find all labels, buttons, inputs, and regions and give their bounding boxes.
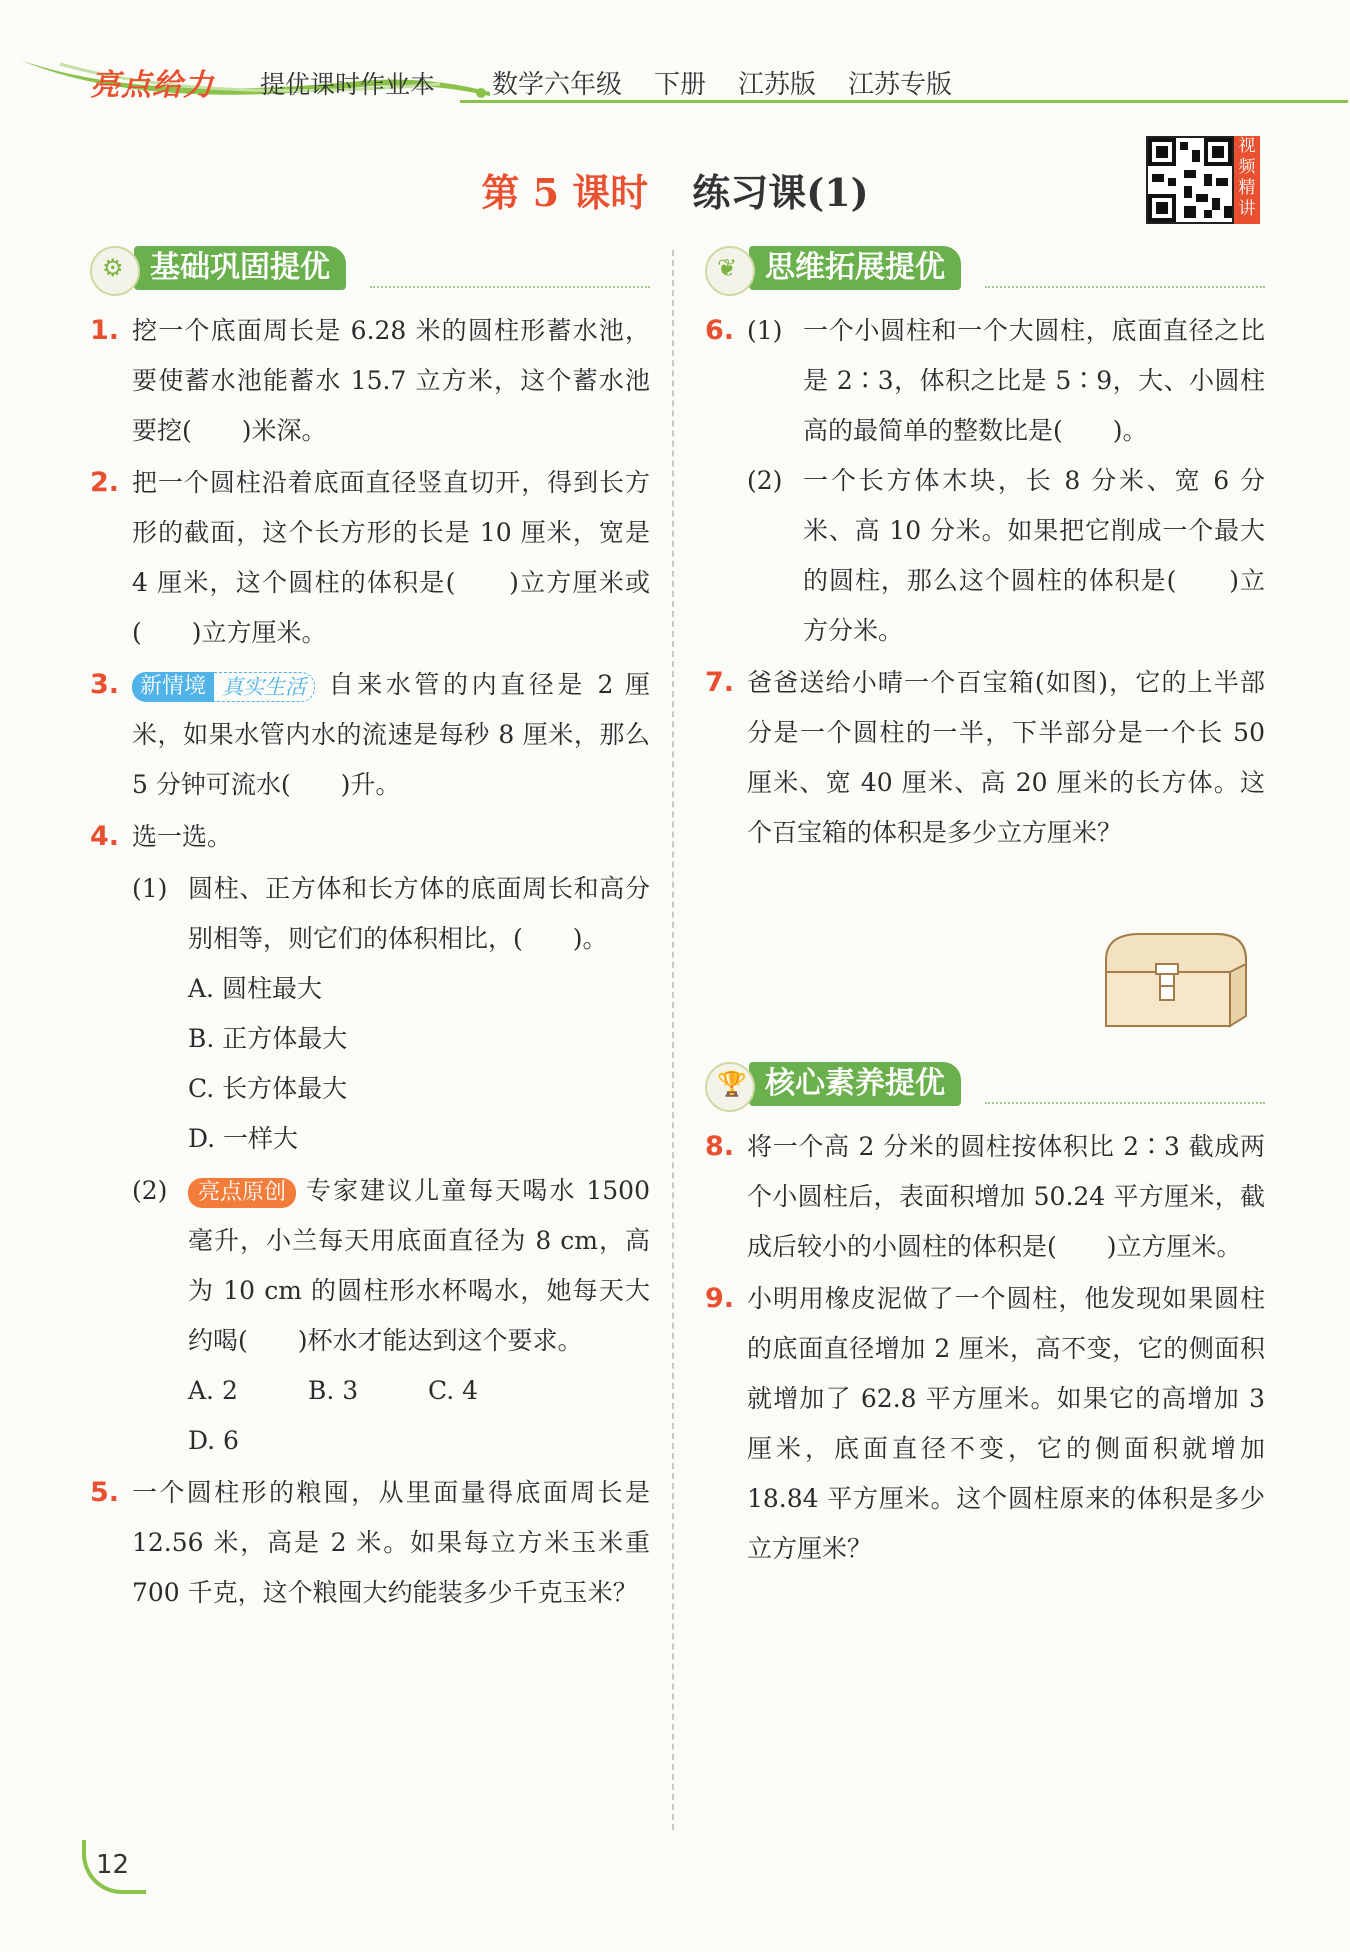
- treasure-chest-illustration: [1100, 930, 1250, 1030]
- question-text: 选一选。: [132, 822, 233, 851]
- question-number: 1.: [90, 315, 120, 346]
- question-body: [132, 660, 650, 810]
- choice-c[interactable]: C. 4: [428, 1376, 479, 1405]
- question-number: 7.: [705, 667, 735, 698]
- question-number: 8.: [705, 1131, 735, 1162]
- subquestion-text: 圆柱、正方体和长方体的底面周长和高分别相等，则它们的体积相比，( )。: [188, 874, 650, 953]
- question-text: 小明用橡皮泥做了一个圆柱，他发现如果圆柱的底面直径增加 2 厘米，高不变，它的侧面积就增加了 62.8 平方厘米。如果它的高增加 3 厘米，底面直径不变，它的侧面积就增加 18.84 平方厘米。这个圆柱原来的体积是多少立方厘米？: [747, 1284, 1265, 1563]
- choice-a[interactable]: A. 2: [188, 1376, 238, 1405]
- choice-c[interactable]: C. 长方体最大: [188, 1074, 348, 1103]
- choice-options: [188, 964, 650, 1164]
- question-5: [90, 1468, 650, 1618]
- question-text: 将一个高 2 分米的圆柱按体积比 2∶3 截成两个小圆柱后，表面积增加 50.24 平方厘米，截成后较小的小圆柱的体积是( )立方厘米。: [747, 1132, 1265, 1261]
- question-2: [90, 458, 650, 658]
- choice-d[interactable]: D. 一样大: [188, 1124, 299, 1153]
- question-3: [90, 660, 650, 810]
- real-life-tag: 真实生活: [214, 672, 315, 702]
- question-6-1: [747, 306, 1265, 456]
- section-rule: [985, 286, 1265, 288]
- choice-a[interactable]: A. 圆柱最大: [188, 974, 322, 1003]
- section-rule: [985, 1102, 1265, 1104]
- section-rule: [370, 286, 650, 288]
- question-text: 爸爸送给小晴一个百宝箱(如图)，它的上半部分是一个圆柱的一半，下半部分是一个长 50 厘米、宽 40 厘米、高 20 厘米的长方体。这个百宝箱的体积是多少立方厘米？: [747, 668, 1265, 847]
- section-title: 基础巩固提优: [134, 246, 346, 290]
- choice-d[interactable]: D. 6: [188, 1426, 239, 1455]
- subquestion-text: 专家建议儿童每天喝水 1500 毫升，小兰每天用底面直径为 8 cm，高为 10 cm 的圆柱形水杯喝水，她每天大约喝( )杯水才能达到这个要求。: [188, 1176, 650, 1355]
- question-1: [90, 306, 650, 456]
- question-4-1: [132, 864, 650, 1164]
- question-number: 9.: [705, 1283, 735, 1314]
- section-title: 思维拓展提优: [749, 246, 961, 290]
- brand-logo: 亮点给力: [90, 68, 214, 103]
- question-text: 一个圆柱形的粮囤，从里面量得底面周长是 12.56 米，高是 2 米。如果每立方米玉米重 700 千克，这个粮囤大约能装多少千克玉米？: [132, 1478, 650, 1607]
- page-header: [20, 48, 1330, 128]
- subquestion-text: 一个小圆柱和一个大圆柱，底面直径之比是 2∶3，体积之比是 5∶9，大、小圆柱高的最简单的整数比是( )。: [803, 316, 1265, 445]
- choice-options: [188, 1366, 650, 1466]
- header-volume: 下册: [654, 70, 707, 100]
- question-6-2: [747, 456, 1265, 656]
- qr-code-icon[interactable]: [1146, 136, 1234, 224]
- question-8: [705, 1122, 1265, 1272]
- right-column: [705, 240, 1265, 1576]
- question-text: 挖一个底面周长是 6.28 米的圆柱形蓄水池，要使蓄水池能蓄水 15.7 立方米，这个蓄水池要挖( )米深。: [132, 316, 650, 445]
- header-special: 江苏专版: [848, 70, 953, 100]
- lesson-number: 第 5 课时: [481, 170, 649, 215]
- subquestion-text: 一个长方体木块，长 8 分米、宽 6 分米、高 10 分米。如果把它削成一个最大的圆柱，那么这个圆柱的体积是( )立方分米。: [803, 466, 1265, 645]
- subquestion-number: (1): [132, 874, 168, 903]
- question-4: [90, 812, 650, 862]
- subquestion-number: (2): [747, 466, 783, 495]
- section-basic: [90, 240, 650, 296]
- question-number: 2.: [90, 467, 120, 498]
- subquestion-number: (2): [132, 1176, 168, 1205]
- question-number: 5.: [90, 1477, 120, 1508]
- question-text: 把一个圆柱沿着底面直径竖直切开，得到长方形的截面，这个长方形的长是 10 厘米，宽是 4 厘米，这个圆柱的体积是( )立方厘米或( )立方厘米。: [132, 468, 650, 647]
- section-title: 核心素养提优: [749, 1062, 961, 1106]
- subquestion-body: [188, 1166, 650, 1366]
- new-context-tag: 新情境: [132, 672, 214, 702]
- column-divider: [672, 250, 674, 1830]
- choice-b[interactable]: B. 3: [308, 1376, 359, 1405]
- video-tag: 视频精讲: [1234, 136, 1260, 224]
- question-9: [705, 1274, 1265, 1574]
- question-7: [705, 658, 1265, 858]
- header-edition: 江苏版: [738, 70, 817, 100]
- lesson-name: 练习课(1): [692, 170, 869, 215]
- header-dot: [476, 88, 486, 98]
- brand-subtitle: 提优课时作业本: [260, 70, 436, 99]
- question-text: 自来水管的内直径是 2 厘米，如果水管内水的流速是每秒 8 厘米，那么 5 分钟可流水( )升。: [132, 670, 650, 799]
- question-number: 6.: [705, 315, 735, 346]
- section-core: [705, 1056, 1265, 1112]
- section-extend: [705, 240, 1265, 296]
- left-column: [90, 240, 650, 1620]
- subquestion-number: (1): [747, 316, 783, 345]
- choice-b[interactable]: B. 正方体最大: [188, 1024, 348, 1053]
- header-grade: 数学六年级: [492, 70, 623, 100]
- header-meta: [492, 64, 952, 101]
- trophy-icon: 🏆: [705, 1062, 755, 1112]
- question-number: 3.: [90, 669, 120, 700]
- gear-leaf-icon: ⚙: [90, 246, 140, 296]
- original-tag: 亮点原创: [188, 1178, 296, 1208]
- sprout-icon: ❦: [705, 246, 755, 296]
- page-number: 12: [96, 1850, 130, 1880]
- question-4-2: [132, 1166, 650, 1466]
- question-number: 4.: [90, 821, 120, 852]
- question-6: [705, 306, 1265, 656]
